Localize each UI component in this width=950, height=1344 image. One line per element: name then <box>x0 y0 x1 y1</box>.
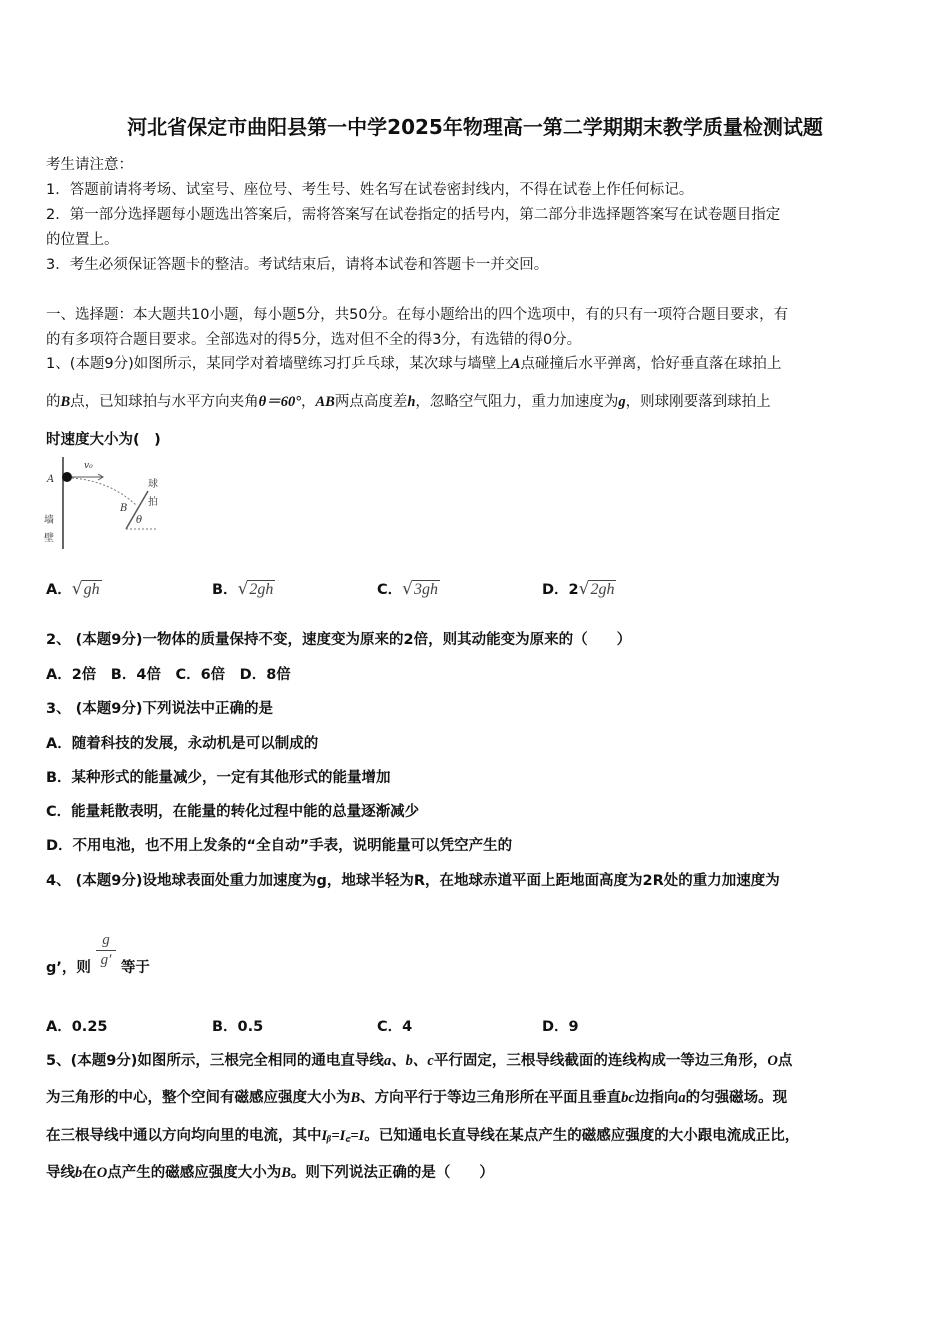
q1-option-c <box>377 578 440 599</box>
option-label: C． <box>377 582 403 598</box>
q5-bc: bc <box>621 1090 635 1106</box>
q1-option-d <box>542 578 616 599</box>
q5-text: 的匀强磁场。现 <box>685 1090 788 1106</box>
q1-h: h <box>407 394 416 410</box>
q5-text: 在三根导线中通以方向均向里的电流，其中 <box>46 1128 322 1144</box>
q4-option-c: C．4 <box>377 1019 413 1035</box>
notice-heading: 考生请注意： <box>46 157 133 173</box>
q3-option-b: B．某种形式的能量减少，一定有其他形式的能量增加 <box>46 770 391 786</box>
q1-stem-line <box>46 352 781 373</box>
q5-text: 5、(本题9分)如图所示，三根完全相同的通电直导线 <box>46 1053 384 1069</box>
notice-item: 2．第一部分选择题每小题选出答案后，需将答案写在试卷指定的括号内，第二部分非选择题答案写在试卷题目指定 <box>46 207 781 223</box>
fraction-denominator: g′ <box>100 952 112 968</box>
q2-stem: 2、 (本题9分)一物体的质量保持不变，速度变为原来的2倍，则其动能变为原来的（ ） <box>46 632 632 648</box>
q1-angle: θ＝60° <box>258 394 301 410</box>
trajectory <box>72 478 136 505</box>
q1-figure <box>40 455 170 555</box>
q3-option-d: D．不用电池，也不用上发条的“全自动”手表，说明能量可以凭空产生的 <box>46 838 513 854</box>
q5-text: 、方向平行于等边三角形所在平面且垂直 <box>360 1090 622 1106</box>
q5-b-field: B <box>350 1090 361 1106</box>
q1-stem-line <box>46 390 771 411</box>
q4-option-b: B．0.5 <box>212 1019 264 1035</box>
label-theta: θ <box>136 515 143 526</box>
q1-text: 点，已知球拍与水平方向夹角 <box>70 394 259 410</box>
q5-b-field: B <box>281 1165 291 1181</box>
option-value: √3gh <box>402 579 438 599</box>
option-label: B． <box>212 582 238 598</box>
q1-g: g <box>618 394 626 410</box>
q3-option-c: C．能量耗散表明，在能量的转化过程中能的总量逐渐减少 <box>46 804 420 820</box>
option-value: √2gh <box>578 579 615 599</box>
label-b: B <box>120 503 128 514</box>
label-v0: v₀ <box>84 461 93 471</box>
q1-text: ，则球刚要落到球拍上 <box>625 394 771 410</box>
option-coef: 2 <box>568 582 579 598</box>
q5-text: 点产生的磁感应强度大小为 <box>107 1165 282 1181</box>
q1-text: 的 <box>46 394 61 410</box>
label-wall: 墙 <box>44 515 54 526</box>
q4-text: g’，则 <box>46 960 91 976</box>
q1-stem-line: 时速度大小为( ) <box>46 432 161 448</box>
label-racket: 拍 <box>148 497 158 508</box>
option-radicand: gh <box>83 581 100 598</box>
option-radicand: 2gh <box>590 581 615 598</box>
q5-text: 点 <box>777 1053 793 1069</box>
option-label: D． <box>542 582 569 598</box>
label-wall: 壁 <box>44 533 54 544</box>
q1-option-b <box>212 578 275 599</box>
q1-text: 1、(本题9分)如图所示，某同学对着墙壁练习打乒乓球，某次球与墙壁上 <box>46 356 511 372</box>
q1-text: 点碰撞后水平弹离，恰好垂直落在球拍上 <box>520 356 782 372</box>
notice-item: 3．考生必须保证答题卡的整洁。考试结束后，请将本试卷和答题卡一并交回。 <box>46 257 549 273</box>
q5-text: 。已知通电长直导线在某点产生的磁感应强度的大小跟电流成正比， <box>364 1128 800 1144</box>
option-radicand: 2gh <box>249 581 274 598</box>
fraction-numerator: g <box>96 932 116 951</box>
q5-currents: Iᵦ=I꜀=I <box>321 1128 365 1144</box>
q5-text: 边指向 <box>634 1090 679 1106</box>
q3-stem: 3、 (本题9分)下列说法中正确的是 <box>46 701 273 717</box>
q5-text: 平行固定，三根导线截面的连线构成一等边三角形， <box>433 1053 768 1069</box>
q4-stem: 4、 (本题9分)设地球表面处重力加速度为g，地球半轻为R，在地球赤道平面上距地面高度为2R处的重力加速度为 <box>46 873 780 889</box>
q5-stem-line <box>46 1124 799 1145</box>
q4-option-a: A．0.25 <box>46 1019 108 1035</box>
q5-point-o: O <box>767 1053 778 1069</box>
q1-text: ， <box>301 394 316 410</box>
page-title: 河北省保定市曲阳县第一中学2025年物理高一第二学期期末教学质量检测试题 <box>127 115 823 139</box>
q5-wires: a、b、c <box>383 1053 434 1069</box>
q4-text: 等于 <box>120 960 150 976</box>
notice-item: 1．答题前请将考场、试室号、座位号、考生号、姓名写在试卷密封线内，不得在试卷上作任何标记。 <box>46 182 694 198</box>
q5-text: 。则下列说法正确的是（ ） <box>290 1165 494 1181</box>
q3-option-a: A．随着科技的发展，永动机是可以制成的 <box>46 736 319 752</box>
q1-point-b: B <box>60 394 71 410</box>
q1-text: ，忽略空气阻力，重力加速度为 <box>415 394 619 410</box>
q5-stem-line <box>46 1161 494 1182</box>
q5-stem-line <box>46 1086 787 1107</box>
option-radicand: 3gh <box>414 581 438 598</box>
q5-text: 导线 <box>46 1165 75 1181</box>
q1-option-a <box>46 578 102 599</box>
notice-item: 的位置上。 <box>46 232 119 248</box>
q1-text: 两点高度差 <box>334 394 408 410</box>
label-racket: 球 <box>148 479 158 490</box>
ball <box>62 472 72 482</box>
q1-point-a: A <box>510 356 521 372</box>
option-label: A． <box>46 582 72 598</box>
q5-stem-line <box>46 1049 792 1070</box>
q4-option-d: D．9 <box>542 1019 579 1035</box>
option-value: √2gh <box>237 579 274 599</box>
q5-text: 在 <box>82 1165 97 1181</box>
q5-text: 为三角形的中心，整个空间有磁感应强度大小为 <box>46 1090 351 1106</box>
q5-point-o: O <box>96 1165 108 1181</box>
section-intro: 的有多项符合题目要求。全部选对的得5分，选对但不全的得3分，有选错的得0分。 <box>46 332 582 348</box>
option-value: √gh <box>71 579 100 599</box>
q5-a: a <box>678 1090 686 1106</box>
q5-b: b <box>75 1165 83 1181</box>
label-a: A <box>47 474 55 485</box>
q1-ab: AB <box>315 394 335 410</box>
q4-fraction <box>96 932 116 969</box>
q2-options: A．2倍 B．4倍 C．6倍 D．8倍 <box>46 667 291 683</box>
section-intro: 一、选择题：本大题共10小题，每小题5分，共50分。在每小题给出的四个选项中，有的只有一项符合题目要求，有 <box>46 307 789 323</box>
